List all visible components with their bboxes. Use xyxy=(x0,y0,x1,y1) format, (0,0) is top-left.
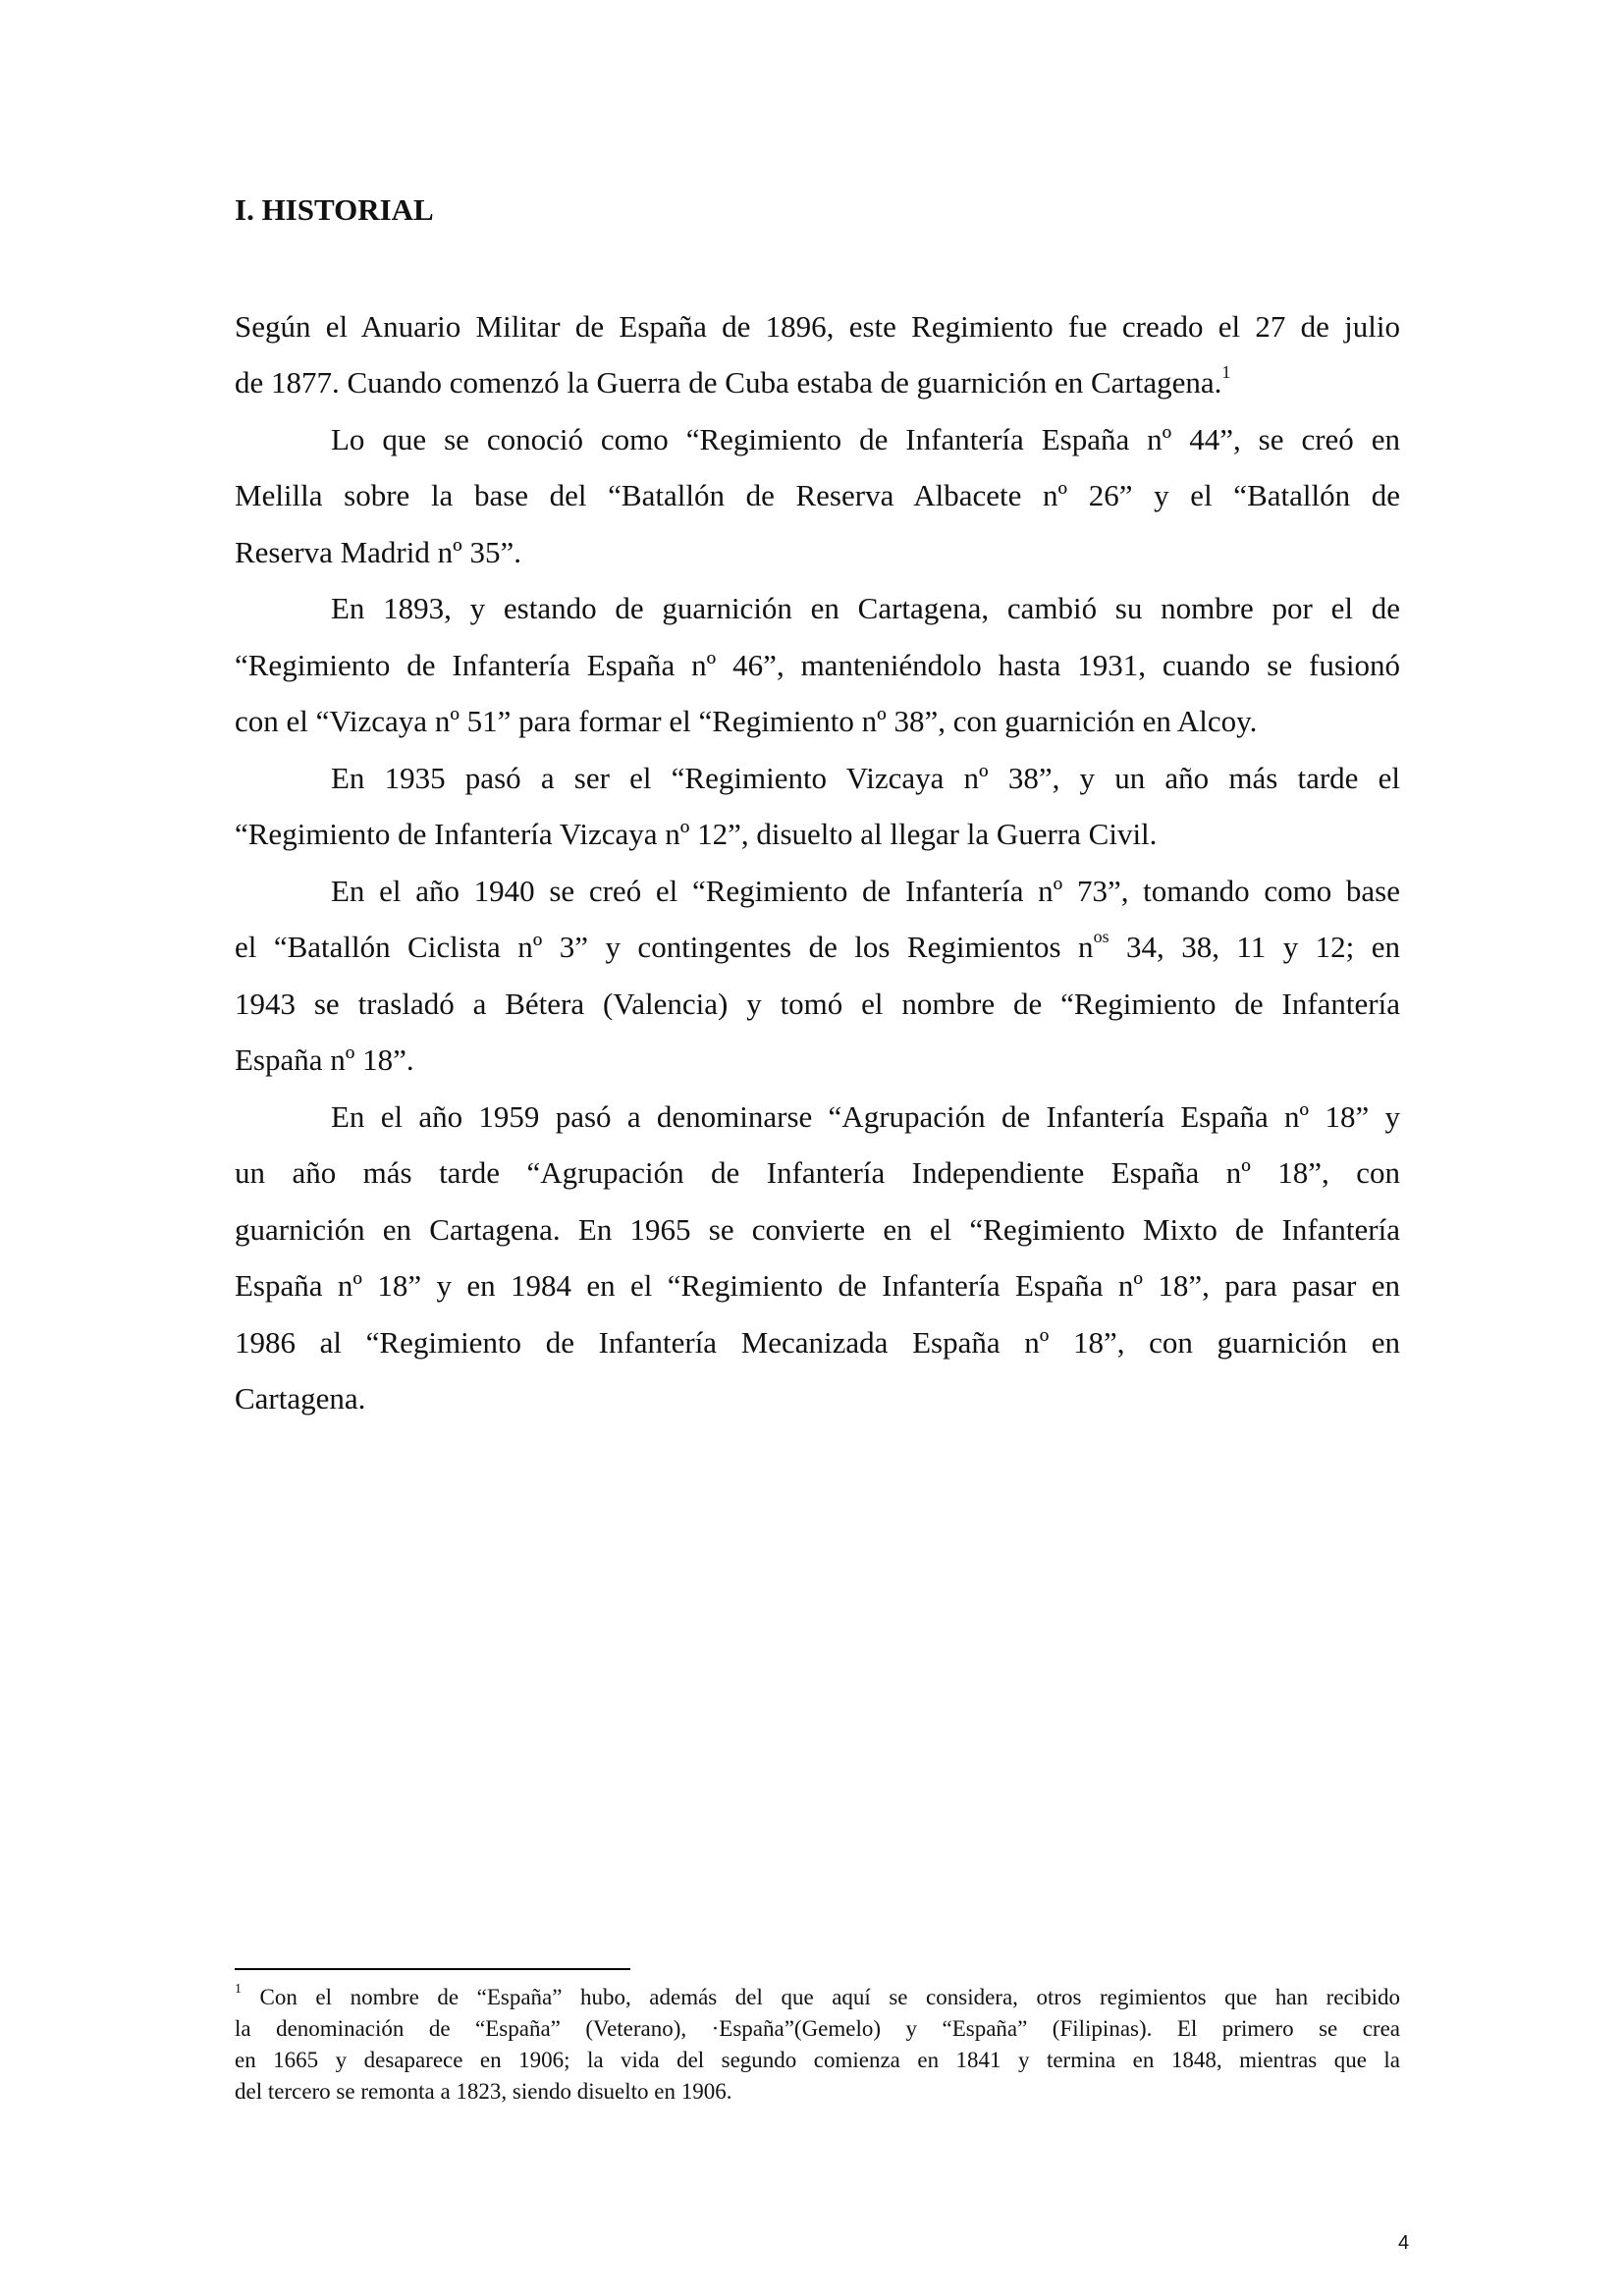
page-number: 4 xyxy=(1398,2232,1410,2254)
body-line: 1986 al “Regimiento de Infantería Mecanizada España nº 18”, con guarnición en xyxy=(235,1325,1400,1360)
body-line: Melilla sobre la base del “Batallón de Reserva Albacete nº 26” y el “Batallón de xyxy=(235,478,1400,512)
body-line: “Regimiento de Infantería España nº 46”, manteniéndolo hasta 1931, cuando se fusionó xyxy=(235,648,1400,682)
footnote-reference[interactable]: 1 xyxy=(1221,361,1231,382)
footnote-line: en 1665 y desaparece en 1906; la vida del segundo comienza en 1841 y termina en 1848, mientras que la xyxy=(235,2048,1400,2072)
superscript-os: os xyxy=(1093,926,1109,946)
body-line xyxy=(235,928,1400,967)
body-line-text: de 1877. Cuando comenzó la Guerra de Cuba estaba de guarnición en Cartagena. xyxy=(235,365,1222,400)
body-line: Según el Anuario Militar de España de 1896, este Regimiento fue creado el 27 de julio xyxy=(235,309,1400,344)
body-line: En el año 1940 se creó el “Regimiento de Infantería nº 73”, tomando como base xyxy=(331,874,1400,908)
footnote-separator xyxy=(235,1968,630,1970)
body-line: Lo que se conoció como “Regimiento de Infantería España nº 44”, se creó en xyxy=(331,422,1400,456)
footnote-text: Con el nombre de “España” hubo, además del que aquí se considera, otros regimientos que han recibido xyxy=(242,1985,1400,2009)
section-heading: I. HISTORIAL xyxy=(235,192,434,227)
body-line: Reserva Madrid nº 35”. xyxy=(235,535,521,569)
footnote-line: del tercero se remonta a 1823, siendo disuelto en 1906. xyxy=(235,2079,732,2104)
body-line-text: el “Batallón Ciclista nº 3” y contingentes de los Regimientos n xyxy=(235,930,1094,964)
body-line: Cartagena. xyxy=(235,1381,366,1415)
body-line: guarnición en Cartagena. En 1965 se convierte en el “Regimiento Mixto de Infantería xyxy=(235,1212,1400,1247)
body-line xyxy=(235,363,1400,402)
body-line: “Regimiento de Infantería Vizcaya nº 12”, disuelto al llegar la Guerra Civil. xyxy=(235,817,1158,851)
body-line: En el año 1959 pasó a denominarse “Agrupación de Infantería España nº 18” y xyxy=(331,1099,1400,1134)
footnote-number: 1 xyxy=(235,1982,242,1998)
body-line: 1943 se trasladó a Bétera (Valencia) y tomó el nombre de “Regimiento de Infantería xyxy=(235,987,1400,1021)
body-line-text-rest: 34, 38, 11 y 12; en xyxy=(1109,930,1400,964)
body-line: un año más tarde “Agrupación de Infantería Independiente España nº 18”, con xyxy=(235,1155,1400,1190)
body-line: En 1893, y estando de guarnición en Cartagena, cambió su nombre por el de xyxy=(331,591,1400,625)
footnote-line: la denominación de “España” (Veterano), ·España”(Gemelo) y “España” (Filipinas). El primero se crea xyxy=(235,2016,1400,2041)
body-line: España nº 18”. xyxy=(235,1042,414,1077)
footnote-line xyxy=(235,1983,1400,2012)
body-line: España nº 18” y en 1984 en el “Regimiento de Infantería España nº 18”, para pasar en xyxy=(235,1268,1400,1303)
body-line: con el “Vizcaya nº 51” para formar el “Regimiento nº 38”, con guarnición en Alcoy. xyxy=(235,704,1258,738)
body-line: En 1935 pasó a ser el “Regimiento Vizcaya nº 38”, y un año más tarde el xyxy=(331,761,1400,795)
